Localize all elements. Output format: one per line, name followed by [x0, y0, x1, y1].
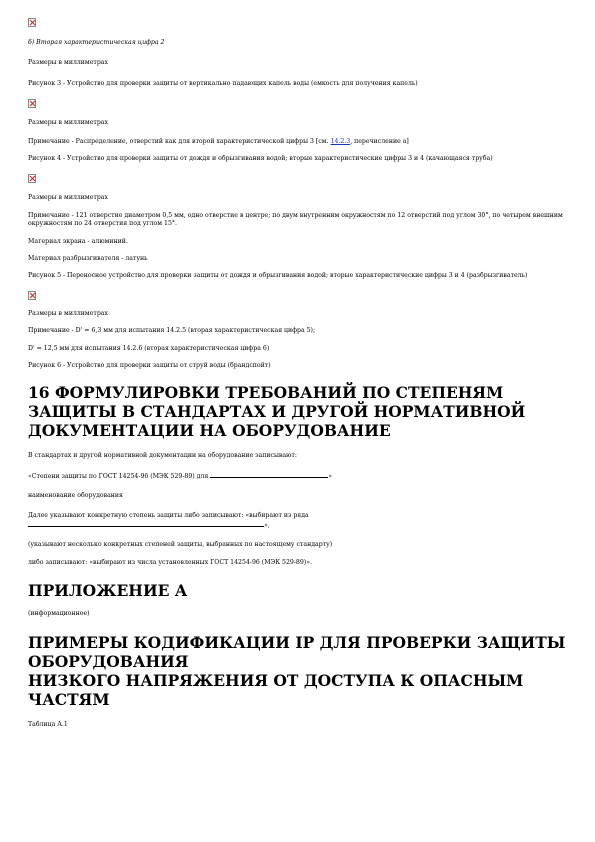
- dimensions-note: Размеры в миллиметрах: [28, 309, 108, 317]
- material-screen: Материал экрана - алюминий.: [28, 237, 128, 245]
- appendix-title: НИЗКОГО НАПРЯЖЕНИЯ ОТ ДОСТУПА К ОПАСНЫМ ЧАСТЯМ: [28, 670, 524, 709]
- subtitle: б) Вторая характеристическая цифра 2: [28, 39, 165, 46]
- figure-caption: Рисунок 3 - Устройство для проверки защиты от вертикально падающих капель воды (емкость для получения капель): [28, 79, 418, 87]
- appendix-note: (информационное): [28, 610, 90, 618]
- quote-line: «Степени защиты по ГОСТ 14254-96 (МЭК 529-89) для »: [28, 472, 333, 480]
- section-link[interactable]: 14.2.3: [330, 137, 351, 145]
- note-paragraph: Примечание - 121 отверстие диаметром 0,5 мм, одно отверстие в центре; по двум внутренним окружностям по 12 отверстий под углом 30°, по четырем внешним окружностям по 24 отверстия под углом 15°.: [28, 211, 563, 228]
- broken-image-icon: [28, 99, 36, 108]
- broken-image-icon: [28, 174, 36, 183]
- document-page: [28, 18, 578, 729]
- broken-image-icon: [28, 18, 36, 27]
- equipment-caption: наименование оборудования: [28, 492, 123, 500]
- appendix-heading: ПРИЛОЖЕНИЕ А: [28, 581, 188, 601]
- body-paragraph: В стандартах и другой нормативной документации на оборудование записывают:: [28, 451, 297, 459]
- blank-field: [28, 520, 264, 527]
- table-caption: Таблица А.1: [28, 720, 68, 728]
- note-paragraph: Примечание - D' = 6,3 мм для испытания 14.2.5 (вторая характеристическая цифра 5);: [28, 327, 316, 335]
- figure-caption: Рисунок 4 - Устройство для проверки защиты от дождя и обрызгивания водой; вторые характеристические цифры 3 и 4 (качающаяся труба): [28, 155, 493, 163]
- figure-caption: Рисунок 5 - Переносное устройство для проверки защиты от дождя и обрызгивания водой; вторые характеристические цифры 3 и 4 (разбрызгиватель): [28, 272, 528, 280]
- figure-caption: Рисунок 6 - Устройство для проверки защиты от струй воды (брандспойт): [28, 362, 271, 370]
- body-paragraph: либо записывают: «выбирают из числа установленных ГОСТ 14254-96 (МЭК 529-89)».: [28, 558, 312, 566]
- note-paragraph: D' = 12,5 мм для испытания 14.2.6 (вторая характеристическая цифра 6): [28, 344, 270, 352]
- note-paragraph: Примечание - Распределение, отверстий как для второй характеристической цифры 3 [см. 14.2.3, перечисление а]: [28, 137, 409, 145]
- material-sprinkler: Материал разбрызгивателя - латунь: [28, 255, 148, 263]
- body-paragraph: Далее указывают конкретную степень защиты либо записывают: «выбирают из ряда »,: [28, 511, 309, 530]
- body-paragraph: (указывают несколько конкретных степеней защиты, выбранных по настоящему стандарту): [28, 540, 333, 548]
- appendix-title: ПРИМЕРЫ КОДИФИКАЦИИ IP ДЛЯ ПРОВЕРКИ ЗАЩИТЫ ОБОРУДОВАНИЯ: [28, 632, 566, 671]
- blank-field: [210, 471, 328, 478]
- section-heading: 16 ФОРМУЛИРОВКИ ТРЕБОВАНИЙ ПО СТЕПЕНЯМ ЗАЩИТЫ В СТАНДАРТАХ И ДРУГОЙ НОРМАТИВНОЙ ДОКУМЕНТАЦИИ НА ОБОРУДОВАНИЕ: [28, 382, 526, 440]
- dimensions-note: Размеры в миллиметрах: [28, 59, 108, 67]
- broken-image-icon: [28, 291, 36, 300]
- dimensions-note: Размеры в миллиметрах: [28, 194, 108, 202]
- dimensions-note: Размеры в миллиметрах: [28, 119, 108, 127]
